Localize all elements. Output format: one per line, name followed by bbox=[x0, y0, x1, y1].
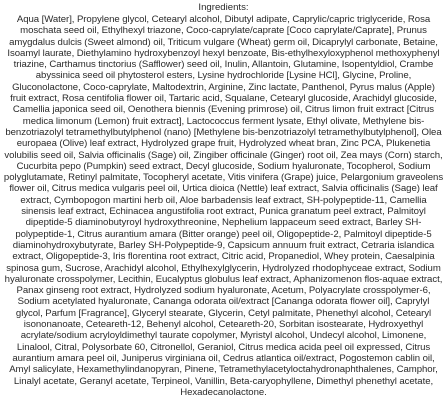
ingredients-list: Aqua [Water], Propylene glycol, Cetearyl alcohol, Dibutyl adipate, Caprylic/capric triglyceride, Rosa moschata seed oil, Ethylhexyl triazone, Coco-caprylate/caprate [Coco caprylate/Caprate], Prunus amygdalus dulcis (Sweet almond) oil, Triticum vulgare (Wheat) germ oil, Dicaprylyl carbonate, Betaine, Isoamyl laurate, Diethylamino hydroxybenzoyl hexyl benzoate, Bis-ethylhexyloxyphenol methoxyphenyl triazine, Carthamus tinctorius (Safflower) seed oil, Inulin, Allantoin, Glutamine, Isopentyldiol, Crambe abyssinica seed oil phytosterol esters, Lysine hydrochloride [Lysine HCl], Glycine, Proline, Gluconolactone, Coco-caprylate, Maltodextrin, Arginine, Zinc lactate, Panthenol, Pyrus malus (Apple) fruit extract, Rosa centifolia flower oil, Tartaric acid, Squalane, Cetearyl glucoside, Arachidyl glucoside, Camellia japonica seed oil, Oenothera biennis (Evening primrose) oil, Citrus limon fruit extract [Citrus medica limonum (Lemon) fruit extract], Lactococcus ferment lysate, Ethyl olivate, Methylene bis-benzotriazolyl tetramethylbutylphenol (nano) [Methylene bis-benzotriazolyl tetramethylbutylphenol], Olea europaea (Olive) leaf extract, Hydrolyzed grape fruit, Hydrolyzed wheat bran, Zinc PCA, Plukenetia volubilis seed oil, Salvia officinalis (Sage) oil, Zingiber officinale (Ginger) root oil, Zea mays (Corn) starch, Cucurbita pepo (Pumpkin) seed extract, Decyl glucoside, Sodium hyaluronate, Tocopherol, Sodium polyglutamate, Retinyl palmitate, Tocopheryl acetate, Vitis vinifera (Grape) juice, Pelargonium graveolens flower oil, Citrus medica vulgaris peel oil, Urtica dioica (Nettle) leaf extract, Salvia officinalis (Sage) leaf extract, Cymbopogon martini herb oil, Aloe barbadensis leaf extract, SH-polypeptide-11, Camellia sinensis leaf extract, Echinacea angustifolia root extract, Punica granatum peel extract, Palmitoyl dipeptide-5 diaminobutyroyl hydroxythreonine, Nephelium lappaceum seed extract, Barley SH-polypeptide-1, Citrus aurantium amara (Bitter orange) peel oil, Oligopeptide-2, Palmitoyl dipeptide-5 diaminohydroxybutyrate, Barley SH-Polypeptide-9, Capsicum annuum fruit extract, Cetraria islandica extract, Oligopeptide-3, Iris florentina root extract, Citric acid, Propanediol, Whey protein, Caesalpinia spinosa gum, Sucrose, Arachidyl alcohol, Ethylhexylglycerin, Hydrolyzed rhodophyceae extract, Sodium hyaluronate crosspolymer, Lecithin, Eucalyptus globulus leaf extract, Aphanizomenon flos-aquae extract, Panax ginseng root extract, Hydrolyzed sodium hyaluronate, Acetum, Polyacrylate crosspolymer-6, Sodium acetylated hyaluronate, Cananga odorata oil/extract [Cananga odorata flower oil], Caprylyl glycol, Parfum [Fragrance], Glyceryl stearate, Glycerin, Cetyl palmitate, Phenethyl alcohol, Cetearyl isononanoate, Ceteareth-12, Behenyl alcohol, Ceteareth-20, Sorbitan isostearate, Hydroxyethyl acrylate/sodium acryloyldimethyl taurate copolymer, Myristyl alcohol, Undecyl alcohol, Limonene, Linalool, Citral, Polysorbate 60, Citronellol, Geraniol, Citrus medica acida peel oil expressed, Citrus aurantium amara peel oil, Juniperus virginiana oil, Cedrus atlantica oil/extract, Pogostemon cablin oil, Amyl salicylate, Hexamethylindanopyran, Pinene, Tetramethylacetyloctahydronaphthalenes, Camphor, Linalyl acetate, Geranyl acetate, Terpineol, Vanillin, Beta-caryophyllene, Dimethyl phenethyl acetate, Hexadecanolactone. bbox=[3, 14, 444, 398]
ingredients-heading: Ingredients: bbox=[198, 2, 249, 13]
